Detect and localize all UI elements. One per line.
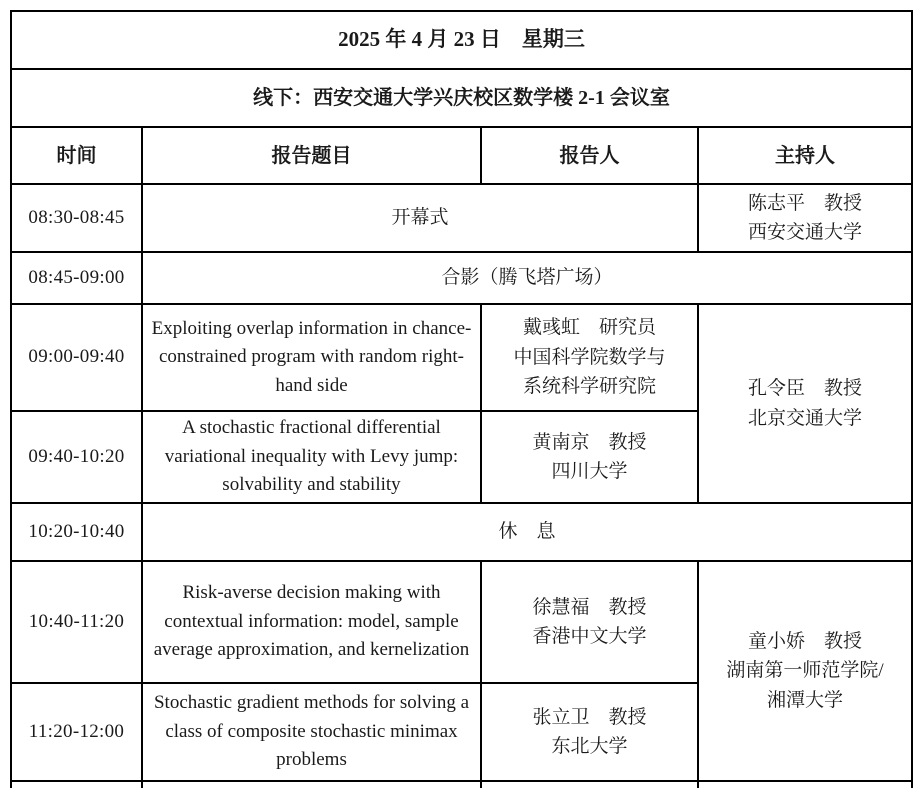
chair-affiliation-line: 西安交通大学 [747,222,862,243]
table-row [11,252,912,304]
time-cell: 10:20-10:40 [11,503,142,561]
speaker-cell [481,683,698,781]
chair-name-line: 孔令臣 教授 [747,378,862,400]
empty-cell [142,781,481,788]
speaker-name-line: 徐慧福 教授 [532,596,647,618]
empty-cell [11,781,142,788]
speaker-cell [481,304,698,411]
time-cell: 11:20-12:00 [11,683,142,781]
talk-title-cell: Risk-averse decision making with contextual information: model, sample average approximation, and kernelization [142,561,481,683]
chair-name-line: 童小娇 教授 [747,630,862,652]
time-cell: 09:40-10:20 [11,411,142,503]
schedule-table [10,10,913,788]
time-cell: 08:45-09:00 [11,252,142,304]
talk-title-cell: A stochastic fractional differential variational inequality with Levy jump: solvability and stability [142,411,481,503]
speaker-affiliation-line: 中国科学院数学与 [513,346,666,368]
event-cell: 开幕式 [142,184,698,252]
date-row [11,11,912,69]
chair-cell [698,304,912,503]
venue-row [11,69,912,127]
column-header-row [11,127,912,184]
speaker-name-line: 戴彧虹 研究员 [522,317,656,339]
table-row [11,304,912,411]
venue-title: 线下：西安交通大学兴庆校区数学楼 2-1 会议室 [11,69,912,127]
column-header-title: 报告题目 [142,127,481,184]
speaker-name-line: 黄南京 教授 [532,431,647,453]
table-row [11,184,912,252]
speaker-cell [481,561,698,683]
table-row [11,561,912,683]
column-header-speaker: 报告人 [481,127,698,184]
table-row [11,503,912,561]
empty-cell [698,781,912,788]
time-cell: 10:40-11:20 [11,561,142,683]
time-cell: 08:30-08:45 [11,184,142,252]
chair-cell [698,184,912,252]
column-header-chair: 主持人 [698,127,912,184]
chair-cell [698,561,912,781]
empty-cell [481,781,698,788]
chair-affiliation-line: 北京交通大学 [747,407,862,429]
chair-name-line: 陈志平 教授 [747,192,862,214]
chair-affiliation-line: 湖南第一师范学院/ [726,660,884,682]
speaker-affiliation-line: 四川大学 [551,461,628,482]
event-cell: 休 息 [142,503,912,561]
time-cell: 09:00-09:40 [11,304,142,411]
speaker-cell [481,411,698,503]
talk-title-cell: Stochastic gradient methods for solving a class of composite stochastic minimax problems [142,683,481,781]
table-row-clipped [11,781,912,788]
chair-affiliation-line: 湘潭大学 [766,689,843,711]
speaker-affiliation-line: 系统科学研究院 [522,376,656,398]
speaker-affiliation-line: 香港中文大学 [532,626,647,647]
speaker-name-line: 张立卫 教授 [532,706,647,728]
talk-title-cell: Exploiting overlap information in chance-constrained program with random right-hand side [142,304,481,411]
event-cell: 合影（腾飞塔广场） [142,252,912,304]
column-header-time: 时间 [11,127,142,184]
date-title: 2025 年 4 月 23 日 星期三 [11,11,912,69]
speaker-affiliation-line: 东北大学 [551,736,628,757]
